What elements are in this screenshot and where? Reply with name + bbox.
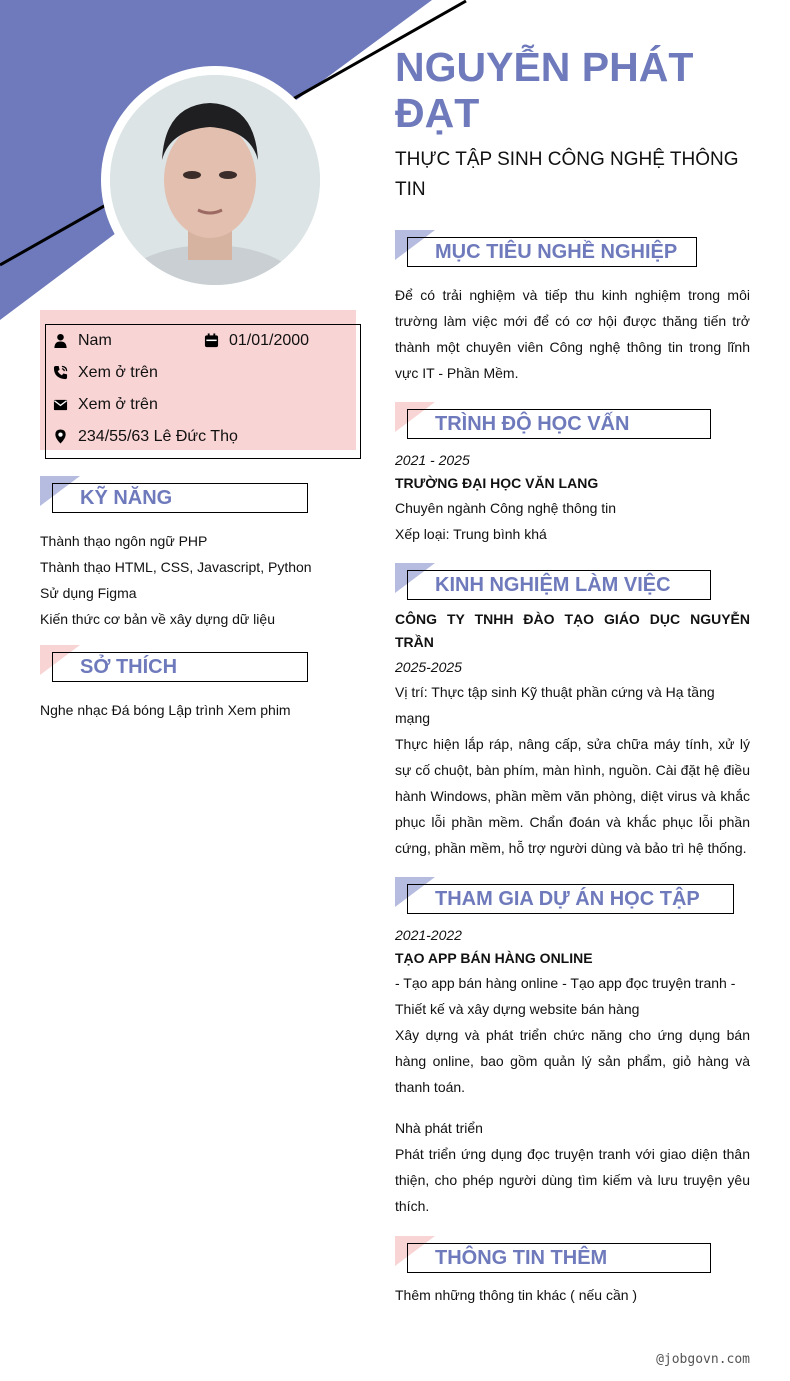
experience-period: 2025-2025 — [395, 659, 462, 675]
hobbies-text: Nghe nhạc Đá bóng Lập trình Xem phim — [40, 702, 291, 718]
experience-position: Vị trí: Thực tập sinh Kỹ thuật phần cứng và Hạ tầng mạng — [395, 684, 715, 726]
education-major: Chuyên ngành Công nghệ thông tin — [395, 500, 617, 516]
project-description-2: Phát triển ứng dụng đọc truyện tranh với giao diện thân thiện, cho phép người dùng tìm kiếm và lưu truyện yêu thích. — [395, 1146, 750, 1214]
project-list: - Tạo app bán hàng online - Tạo app đọc truyện tranh - Thiết kế và xây dựng website bán hàng — [395, 975, 736, 1017]
skill-item: Thành thạo ngôn ngữ PHP — [40, 533, 208, 549]
experience-description: Thực hiện lắp ráp, nâng cấp, sửa chữa máy tính, xử lý sự cố chuột, bàn phím, màn hình, nguồn. Cài đặt hệ điều hành Windows, phần mềm văn phòng, diệt virus và khắc phục lỗi phần mềm. Chẩn đoán và khắc phục lỗi phần cứng, phần mềm, hỗ trợ người dùng và bảo trì hệ thống. — [395, 736, 750, 856]
contact-address — [53, 425, 238, 449]
objective-text: Để có trải nghiệm và tiếp thu kinh nghiệm trong môi trường làm việc mới để có cơ hội được thăng tiến trở thành một chuyên viên Công nghệ thông tin trong lĩnh vực IT - Phần Mềm. — [395, 287, 750, 381]
candidate-name: NGUYỄN PHÁT ĐẠT — [395, 44, 694, 136]
contact-email[interactable] — [53, 393, 158, 417]
calendar-icon — [204, 333, 220, 349]
person-icon — [53, 333, 69, 349]
skill-item: Sử dụng Figma — [40, 585, 137, 601]
education-grade: Xếp loại: Trung bình khá — [395, 526, 547, 542]
contact-gender — [53, 329, 112, 353]
projects-period: 2021-2022 — [395, 927, 462, 943]
phone-value: Xem ở trên — [78, 364, 158, 381]
project-description-1: Xây dựng và phát triển chức năng cho ứng dụng bán hàng online, bao gồm quản lý sản phẩm, giỏ hàng và thanh toán. — [395, 1027, 750, 1095]
address-value: 234/55/63 Lê Đức Thọ — [78, 428, 238, 445]
experience-company: CÔNG TY TNHH ĐÀO TẠO GIÁO DỤC NGUYỄN TRẦN — [395, 611, 750, 650]
avatar — [110, 75, 320, 285]
project-role-2: Nhà phát triển — [395, 1120, 483, 1136]
contact-birthday — [204, 329, 309, 353]
skill-item: Kiến thức cơ bản về xây dựng dữ liệu — [40, 611, 275, 627]
candidate-role: THỰC TẬP SINH CÔNG NGHỆ THÔNG TIN — [395, 149, 739, 200]
extra-text: Thêm những thông tin khác ( nếu cần ) — [395, 1287, 638, 1303]
footer-brand: @jobgovn.com — [656, 1352, 750, 1367]
birthday-value: 01/01/2000 — [229, 332, 310, 349]
contact-phone[interactable] — [53, 361, 158, 385]
gender-value: Nam — [78, 332, 112, 349]
phone-icon — [53, 365, 69, 381]
education-period: 2021 - 2025 — [395, 452, 470, 468]
envelope-icon — [53, 397, 69, 413]
location-pin-icon — [53, 429, 69, 445]
education-school: TRƯỜNG ĐẠI HỌC VĂN LANG — [395, 475, 599, 491]
email-value: Xem ở trên — [78, 396, 158, 413]
skill-item: Thành thạo HTML, CSS, Javascript, Python — [40, 559, 312, 575]
project-name: TẠO APP BÁN HÀNG ONLINE — [395, 950, 593, 966]
